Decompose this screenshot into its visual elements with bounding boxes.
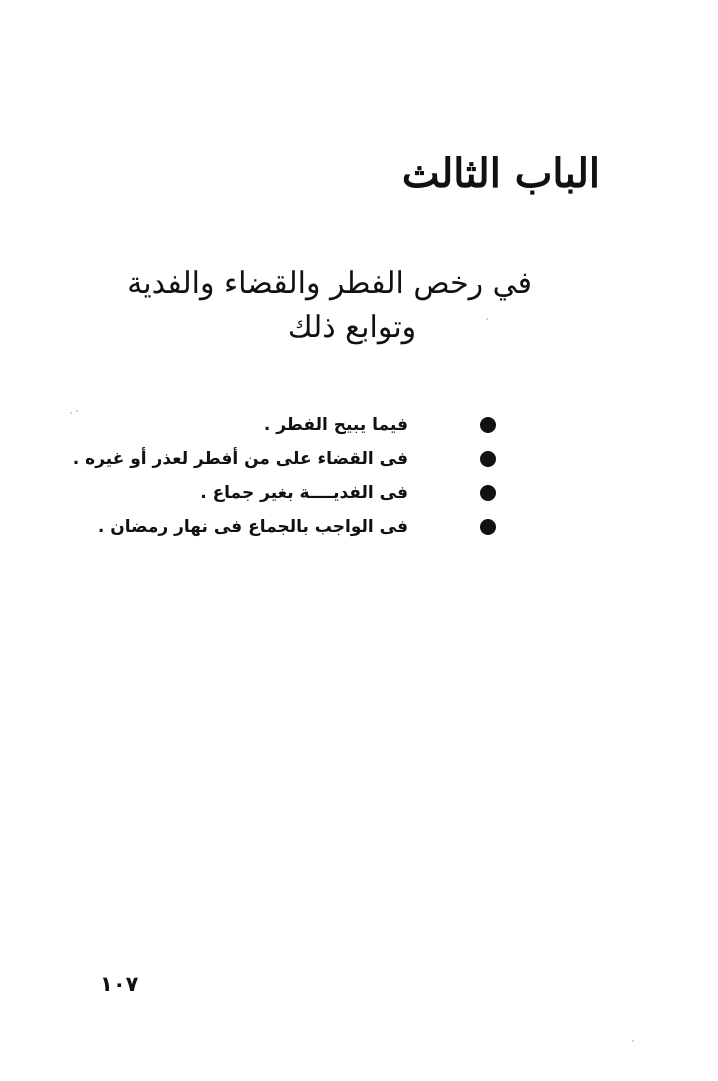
section-item	[78, 510, 408, 544]
scan-speck	[70, 412, 72, 414]
section-item-text: فى القضاء على من أفطر لعذر أو غيره .	[72, 449, 408, 469]
chapter-subtitle	[127, 262, 532, 349]
section-list	[72, 408, 408, 544]
scan-speck	[632, 1040, 634, 1042]
page-number: ١٠٧	[100, 972, 139, 996]
bullet-icon	[480, 451, 496, 467]
bullet-icon	[480, 485, 496, 501]
scan-speck	[76, 410, 78, 412]
bullet-icon	[480, 519, 496, 535]
section-item	[78, 408, 408, 442]
chapter-subtitle-line-1: في رخص الفطر والقضاء والفدية	[127, 266, 532, 301]
section-item	[78, 476, 408, 510]
chapter-subtitle-line-2: وتوابع ذلك	[287, 309, 417, 345]
section-item-text: فى الواجب بالجماع فى نهار رمضان .	[97, 517, 408, 537]
scan-speck	[486, 318, 488, 320]
section-item-text: فيما يبيح الفطر .	[263, 415, 408, 435]
chapter-title: الباب الثالث	[401, 150, 600, 197]
section-item	[72, 442, 408, 476]
bullet-icon	[480, 417, 496, 433]
section-item-text: فى الفديــــة بغير جماع .	[200, 483, 408, 503]
